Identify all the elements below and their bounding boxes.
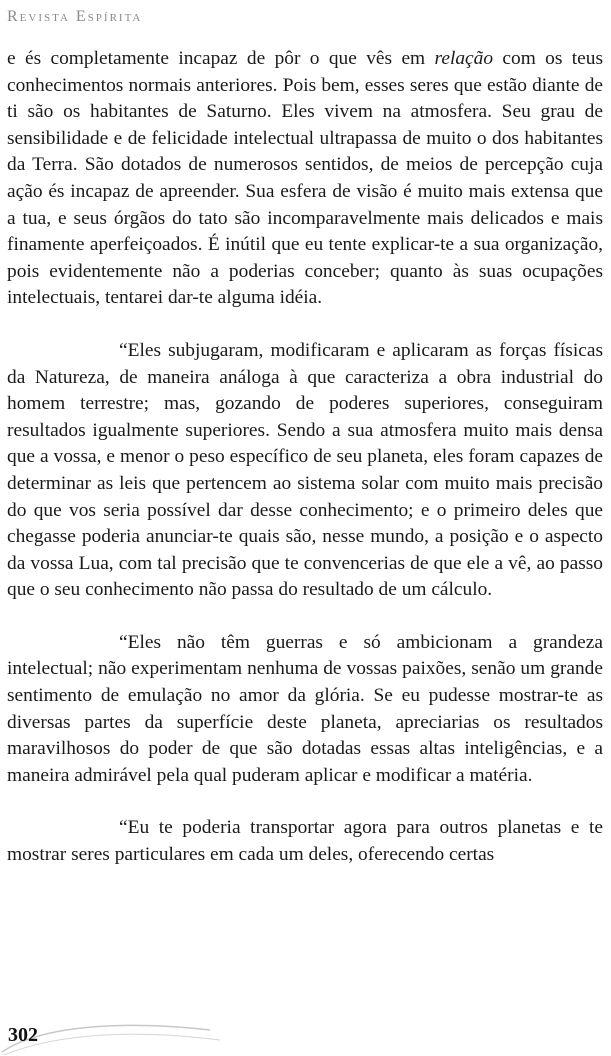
paragraph-1-end: com os teus conhecimentos normais anteriores. Pois bem, esses seres que estão diante de ti são os habitantes de Saturno. Eles vivem na atmosfera. Seu grau de sensibilidade e de felicidade intelectual ultrapassa de muito o dos habitantes da Terra. São dotados de numerosos sentidos, de meios de percepção cuja ação és incapaz de apreender. Sua esfera de visão é muito mais extensa que a tua, e seus órgãos do tato são incomparavelmente mais delicados e mais finamente aperfeiçoados. É inútil que eu tente explicar-te a sua organização, pois evidentemente não a poderias conceber; quanto às suas ocupações intelectuais, tentarei dar-te alguma idéia.	[7, 48, 604, 309]
body-text	[7, 46, 603, 869]
paragraph-1-start: e és completamente incapaz de pôr o que vês em	[7, 48, 435, 69]
page-footer	[0, 1018, 611, 1056]
running-header: Revista Espírita	[7, 8, 143, 25]
page-number: 302	[8, 1024, 38, 1046]
paragraph-2: “Eles subjugaram, modificaram e aplicaram as forças físicas da Natureza, de maneira análoga à que caracteriza a obra industrial do homem terrestre; mas, gozando de poderes superiores, conseguiram resultados igualmente superiores. Sendo a sua atmosfera muito mais densa que a vossa, e menor o peso específico de seu planeta, eles foram capazes de determinar as leis que pertencem ao sistema solar com muito mais precisão do que vos seria possível dar desse conhecimento; e o primeiro deles que chegasse poderia anunciar-te quais são, nesse mundo, a posição e o aspecto da vossa Lua, com tal precisão que te convencerias de que ele a vê, ao passo que o seu conhecimento não passa do resultado de um cálculo.	[7, 339, 603, 601]
paragraph-4: “Eu te poderia transportar agora para outros planetas e te mostrar seres particulares em cada um deles, oferecendo certas	[7, 817, 603, 866]
footer-swoosh-ornament	[0, 1018, 611, 1056]
paragraph-1	[7, 46, 603, 312]
paragraph-1-emphasis: relação	[434, 48, 494, 69]
paragraph-3: “Eles não têm guerras e só ambicionam a grandeza intelectual; não experimentam nenhuma de vossas paixões, senão um grande sentimento de emulação no amor da glória. Se eu pudesse mostrar-te as diversas partes da superfície deste planeta, apreciarias os resultados maravilhosos do poder de que são dotadas essas altas inteligências, e a maneira admirável pela qual puderam aplicar e modificar a matéria.	[7, 631, 603, 786]
